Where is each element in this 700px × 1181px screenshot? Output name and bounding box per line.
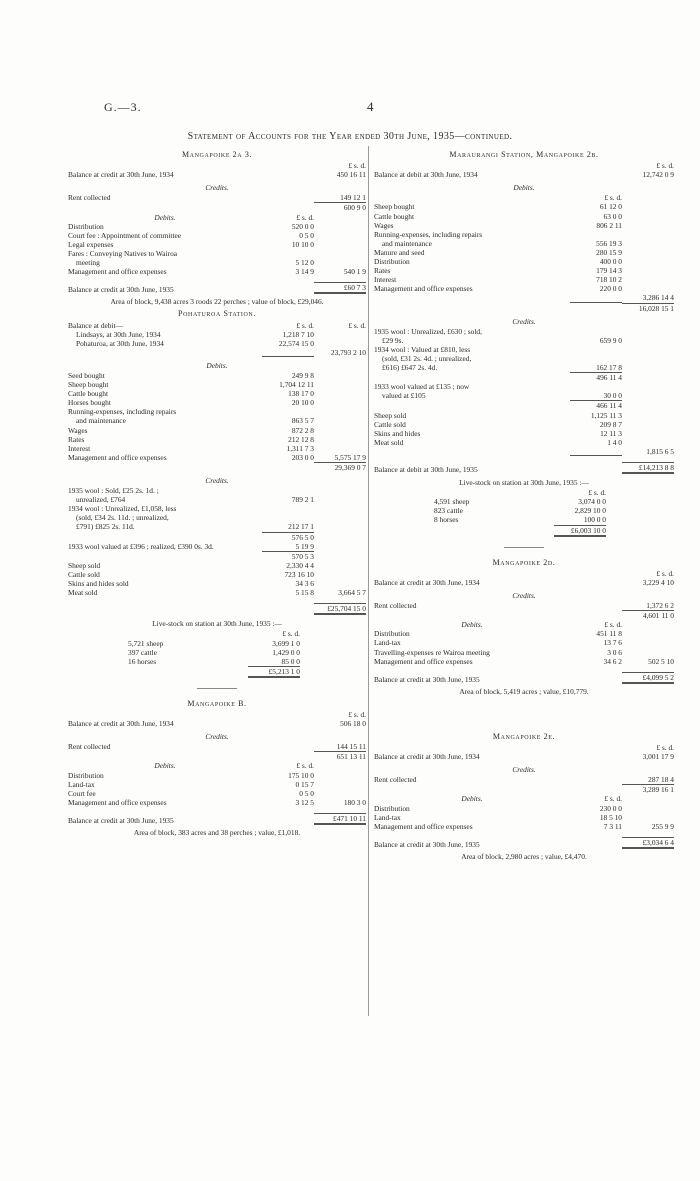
balance-row: Balance at credit at 30th June, 1934 450 16 11: [68, 170, 366, 180]
lsd-header: £ s. d.: [656, 161, 674, 171]
livestock-row: 5,721 sheep 3,699 1 0: [128, 638, 300, 648]
area-note: Area of block, 5,419 acres ; value, £10,779.: [459, 686, 589, 696]
credit-total-row: 1,815 6 5: [374, 447, 674, 456]
livestock-total: £6,003 10 0: [374, 525, 674, 537]
subtotal-row: 4,601 11 0: [374, 610, 674, 620]
credit-row: Meat sold 5 15 8 3,664 5 7: [68, 588, 366, 598]
debit-row: Horses bought 20 10 0: [68, 398, 314, 408]
balance-item-row: Pohaturoa, at 30th June, 1934 22,574 15 0: [76, 338, 314, 348]
debit-row: Running-expenses, including repairs: [68, 407, 177, 417]
credit-row: £791) £825 2s. 11d. 212 17 1: [76, 522, 314, 532]
debits-heading: Debits. £ s. d.: [154, 761, 314, 771]
closing-balance-row: Balance at credit at 30th June, 1935 £471 10 11: [68, 813, 366, 825]
area-note: Area of block, 9,438 acres 3 roods 22 perches ; value of block, £29,046.: [110, 297, 324, 307]
livestock-title: Live-stock on station at 30th June, 1935 :—: [459, 478, 589, 488]
debit-row: Running-expenses, including repairs: [374, 229, 483, 239]
credit-row: 1933 wool valued at £396 ; realized, £390 0s. 3d. 5 19 9: [68, 541, 314, 551]
debit-row: Interest 718 10 2: [374, 275, 622, 285]
section-separator: [504, 547, 544, 548]
credit-row: Sheep sold 1,125 11 3: [374, 410, 622, 420]
debit-row: Manure and seed 280 15 9: [374, 247, 622, 257]
debit-row: Cattle bought 138 17 0: [68, 389, 314, 399]
subtotal-row: 3,289 16 1: [374, 784, 674, 794]
debit-row: and maintenance 556 19 3: [382, 238, 622, 248]
debit-row: Sheep bought 61 12 0: [374, 202, 622, 212]
credit-row: Meat sold 1 4 0: [374, 437, 622, 447]
credit-row: 1934 wool : Unrealized, £1,058, less: [68, 504, 177, 514]
credit-row: (sold, £31 2s. 4d. ; unrealized,: [382, 353, 472, 363]
grand-total-row: 29,369 0 7: [68, 462, 366, 472]
credit-row: 1934 wool : Valued at £810, less: [374, 344, 471, 354]
lsd-header: £ s. d.: [348, 161, 366, 171]
credit-row: £29 9s. 659 9 0: [382, 335, 622, 345]
lsd-header: £ s. d.: [348, 709, 366, 719]
column-divider: [368, 146, 369, 1016]
debits-heading: Debits. £ s. d.: [154, 212, 314, 222]
debit-row: Rates 179 14 3: [374, 266, 622, 276]
debit-row: Sheep bought 1,704 12 11: [68, 380, 314, 390]
statement-title: Statement of Accounts for the Year ended 30th June, 1935—continued.: [187, 131, 513, 142]
subtotal-row: 600 9 0: [68, 202, 366, 212]
subtotal-row: 651 13 11: [68, 751, 366, 761]
debits-heading: Debits. £ s. d.: [461, 794, 622, 804]
section-title: Maraurangi Station, Mangapoike 2b.: [449, 150, 599, 159]
section-title: Mangapoike 2a 3.: [181, 150, 253, 159]
debit-row: meeting 5 12 0: [76, 258, 314, 268]
report-code: G.—3.: [104, 100, 142, 114]
closing-balance-row: Balance at credit at 30th June, 1935 £60 7 3: [68, 283, 366, 295]
debit-row: Land-tax 13 7 6: [374, 638, 622, 648]
debit-row: Management and office expenses 3 14 9 540 1 9: [68, 267, 366, 277]
debits-heading: Debits. £ s. d.: [461, 620, 622, 630]
debit-row: Court fee : Appointment of committee 0 5 0: [68, 230, 314, 240]
debit-row: Land-tax 18 5 10: [374, 812, 622, 822]
debit-row: Court fee 0 5 0: [68, 788, 314, 798]
debit-row: Wages 806 2 11: [374, 220, 622, 230]
debit-row: Distribution 451 11 8: [374, 629, 622, 639]
balance-debit-row: Balance at debit— £ s. d. £ s. d.: [68, 320, 366, 330]
closing-balance-row: Balance at credit at 30th June, 1935 £3,034 6 4: [374, 837, 674, 849]
debit-row: Wages 872 2 8: [68, 425, 314, 435]
credit-row: 1933 wool valued at £135 ; now: [374, 382, 470, 392]
section-title: Mangapoike B.: [187, 698, 247, 708]
debit-row: Travelling-expenses re Wairoa meeting 3 0 6: [374, 647, 622, 657]
debits-heading: Debits.: [206, 360, 228, 370]
credits-heading: Credits.: [512, 316, 536, 326]
credit-row: £616) £647 2s. 4d. 162 17 8: [382, 363, 622, 373]
livestock-row: 4,591 sheep 3,074 0 0: [434, 497, 606, 507]
livestock-header: £ s. d.: [282, 629, 300, 639]
balance-row: Balance at debit at 30th June, 1934 12,742 0 9: [374, 170, 674, 180]
balance-row: Balance at credit at 30th June, 1934 3,001 17 9: [374, 752, 674, 762]
grand-total-row: 16,028 15 1: [374, 303, 674, 313]
area-note: Area of block, 2,980 acres ; value, £4,470.: [461, 851, 587, 861]
debit-row: Distribution 175 10 0: [68, 770, 314, 780]
livestock-row: 16 horses 85 0 0: [128, 656, 300, 666]
debit-row: Management and office expenses 220 0 0: [374, 284, 622, 294]
debit-row: Land-tax 0 15 7: [68, 779, 314, 789]
livestock-header: £ s. d.: [588, 488, 606, 498]
debit-row: Management and office expenses 34 6 2 502 5 10: [374, 656, 674, 666]
credit-row: Cattle sold 209 8 7: [374, 419, 622, 429]
lsd-header: £ s. d.: [656, 742, 674, 752]
lsd-header: £ s. d.: [604, 193, 622, 203]
credits-heading: Credits.: [205, 732, 229, 742]
debit-row: Distribution 400 0 0: [374, 257, 622, 267]
page-number: 4: [367, 99, 374, 114]
section-separator: [504, 721, 544, 722]
section-title: Mangapoike 2d.: [492, 557, 556, 567]
livestock-total: £5,213 1 0: [68, 666, 366, 678]
closing-balance-row: Balance at debit at 30th June, 1935 £14,213 8 8: [374, 463, 674, 474]
rent-row: Rent collected 149 12 1: [68, 193, 366, 203]
net-balance-row: £25,704 15 0: [68, 603, 366, 615]
credit-row: Sheep sold 2,330 4 4: [68, 560, 314, 570]
credit-subtotal-row: 570 5 3: [68, 551, 366, 561]
livestock-row: 823 cattle 2,829 10 0: [434, 506, 606, 516]
debit-row: Fares : Conveying Natives to Wairoa: [68, 248, 178, 258]
credit-subtotal-row: 496 11 4: [374, 372, 674, 382]
credit-row: Skins and hides sold 34 3 6: [68, 579, 314, 589]
debit-row: Distribution 520 0 0: [68, 221, 314, 231]
credits-heading: Credits.: [205, 476, 229, 485]
section-title: Mangapoike 2e.: [492, 731, 556, 741]
debit-row: Interest 1,311 7 3: [68, 443, 314, 453]
credit-row: unrealized, £764 789 2 1: [76, 495, 314, 505]
debit-row: Management and office expenses 7 3 11 255 9 9: [374, 821, 674, 831]
rent-row: Rent collected 287 18 4: [374, 775, 674, 785]
lsd-header: £ s. d.: [656, 568, 674, 578]
livestock-row: 8 horses 100 0 0: [434, 515, 606, 525]
debit-row: Seed bought 249 9 8: [68, 370, 314, 380]
credit-row: (sold, £34 2s. 11d. ; unrealized,: [76, 513, 169, 523]
debit-row: Management and office expenses 3 12 5 180 3 0: [68, 797, 366, 807]
debits-heading: Debits.: [513, 183, 535, 193]
area-note: Area of block, 383 acres and 38 perches ; value, £1,018.: [133, 828, 301, 837]
balance-total-row: 23,793 2 10: [68, 348, 366, 357]
left-column: [68, 148, 366, 840]
section-separator: [197, 688, 237, 689]
credit-subtotal-row: 576 5 0: [68, 532, 366, 542]
debit-row: Distribution 230 0 0: [374, 803, 622, 813]
balance-row: Balance at credit at 30th June, 1934 506 18 0: [68, 719, 366, 729]
credit-subtotal-row: 466 11 4: [374, 400, 674, 410]
rent-row: Rent collected 144 15 11: [68, 742, 366, 752]
right-column: [374, 148, 674, 864]
debit-total-row: 3,286 14 4: [374, 293, 674, 302]
livestock-row: 397 cattle 1,429 0 0: [128, 647, 300, 657]
debit-row: Management and office expenses 203 0 0 5,575 17 9: [68, 452, 366, 462]
debit-row: and maintenance 863 5 7: [76, 416, 314, 426]
credits-heading: Credits.: [512, 590, 536, 600]
credit-row: Cattle sold 723 16 10: [68, 569, 314, 579]
closing-balance-row: Balance at credit at 30th June, 1935 £4,099 5 2: [374, 672, 674, 684]
credit-row: 1935 wool : Unrealized, £630 ; sold,: [374, 326, 482, 336]
credits-heading: Credits.: [512, 765, 536, 775]
livestock-title: Live-stock on station at 30th June, 1935 :—: [152, 619, 282, 629]
credit-row: 1935 wool : Sold, £25 2s. 1d. ;: [68, 486, 159, 496]
balance-item-row: Lindsays, at 30th June, 1934 1,218 7 10: [76, 329, 314, 339]
credit-row: Skins and hides 12 11 3: [374, 428, 622, 438]
balance-row: Balance at credit at 30th June, 1934 3,229 4 10: [374, 577, 674, 587]
credit-row: valued at £105 30 0 0: [382, 391, 622, 401]
section-title: Pohaturoa Station.: [178, 309, 256, 319]
debit-row: Legal expenses 10 10 0: [68, 239, 314, 249]
rent-row: Rent collected 1,372 6 2: [374, 601, 674, 611]
credits-heading: Credits.: [205, 183, 229, 193]
debit-row: Rates 212 12 8: [68, 434, 314, 444]
debit-row: Cattle bought 63 0 0: [374, 211, 622, 221]
